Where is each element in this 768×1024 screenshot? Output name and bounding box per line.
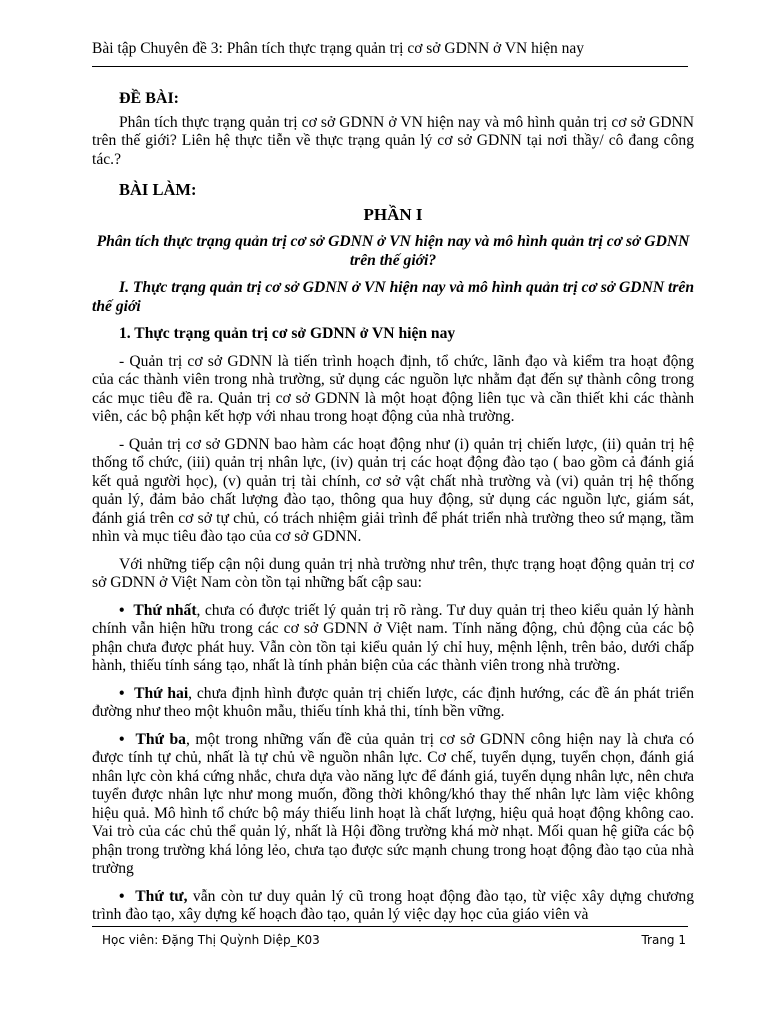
page-footer bbox=[92, 926, 688, 947]
bullet-item bbox=[92, 888, 694, 925]
bullet-item bbox=[92, 731, 694, 879]
footer-author: Học viên: Đặng Thị Quỳnh Diệp_K03 bbox=[102, 933, 320, 947]
paragraph: - Quản trị cơ sở GDNN bao hàm các hoạt động như (i) quản trị chiến lược, (ii) quản trị hệ thống tổ chức, (iii) quản trị nhân lực, (iv) quản trị các hoạt động đào tạo ( bao gồm cả đánh giá kết quả người học), (v) quản trị tài chính, cơ sở vật chất nhà trường và (vi) quản trị hệ thống quản lý, đảm bảo chất lượng đào tạo, thông qua huy động, sử dụng các nguồn lực, giám sát, đánh giá trên cơ sở tự chủ, có trách nhiệm giải trình để phát triển nhà trường theo sứ mạng, tầm nhìn và mục tiêu đào tạo của cơ sở GDNN. bbox=[92, 435, 694, 545]
bullet-lead: Thứ nhất bbox=[133, 601, 197, 619]
page-header bbox=[92, 38, 688, 67]
paragraph: Với những tiếp cận nội dung quản trị nhà trường như trên, thực trạng hoạt động quản trị cơ sở GDNN ở Việt Nam còn tồn tại những bất cập sau: bbox=[92, 555, 694, 591]
de-bai-text: Phân tích thực trạng quản trị cơ sở GDNN ở VN hiện nay và mô hình quản trị cơ sở GDNN trên thế giới? Liên hệ thực tiễn về thực trạng quản lý cơ sở GDNN tại nơi thầy/ cô đang công tác.? bbox=[92, 113, 694, 168]
bullet-text: , chưa định hình được quản trị chiến lược, các định hướng, các đề án phát triển đường như theo một khuôn mẫu, thiếu tính khả thi, tính bền vững. bbox=[92, 684, 694, 720]
bullet-icon: • bbox=[119, 887, 125, 905]
header-text: Bài tập Chuyên đề 3: Phân tích thực trạng quản trị cơ sở GDNN ở VN hiện nay bbox=[92, 40, 585, 57]
page-number: Trang 1 bbox=[641, 933, 686, 947]
bullet-item bbox=[92, 685, 694, 722]
bai-lam-heading: BÀI LÀM: bbox=[119, 180, 197, 199]
part-heading: PHẦN I bbox=[363, 204, 423, 224]
bullet-text: , một trong những vấn đề của quản trị cơ sở GDNN công hiện nay là chưa có được tính tự chủ, nhất là tự chủ về nguồn nhân lực. Cơ chế, tuyển dụng, tuyển chọn, đánh giá nhân lực còn khá cứng nhắc, chưa dựa vào năng lực để đánh giá, tuyển dụng nhân lực, nên chưa tuyển được nhân lực như mong muốn, đồng thời không/khó thay thế nhân lực làm việc không hiệu quả. Mô hình tổ chức bộ máy thiếu linh hoạt là chất lượng, hiệu quả hoạt động không cao. Vai trò của các chủ thể quản lý, nhất là Hội đồng trường khá mờ nhạt. Mối quan hệ giữa các bộ phận trong trường khá lỏng lẻo, chưa tạo được sức mạnh chung trong hoạt động đào tạo của nhà trường bbox=[92, 730, 694, 877]
bullet-lead: Thứ hai bbox=[134, 684, 189, 702]
paragraph: - Quản trị cơ sở GDNN là tiến trình hoạch định, tổ chức, lãnh đạo và kiểm tra hoạt động của các thành viên trong nhà trường, sử dụng các nguồn lực nhằm đạt đến sự thành công trong các mục tiêu đề ra. Quản trị cơ sở GDNN là một hoạt động liên tục và cần thiết khi các thành viên, các bộ phận kết hợp với nhau trong hoạt động của nhà trường. bbox=[92, 352, 694, 425]
bullet-icon: • bbox=[119, 684, 125, 702]
bullet-lead: Thứ tư, bbox=[135, 887, 188, 905]
bullet-icon: • bbox=[119, 601, 125, 619]
bullet-icon: • bbox=[119, 730, 125, 748]
section-heading: I. Thực trạng quản trị cơ sở GDNN ở VN hiện nay và mô hình quản trị cơ sở GDNN trên thế giới bbox=[92, 279, 694, 315]
bullet-text: vẫn còn tư duy quản lý cũ trong hoạt động đào tạo, từ việc xây dựng chương trình đào tạo, xây dựng kế hoạch đào tạo, quản lý việc dạy học của giáo viên và bbox=[92, 887, 695, 923]
subsection-heading: 1. Thực trạng quản trị cơ sở GDNN ở VN hiện nay bbox=[119, 325, 456, 342]
document-body bbox=[92, 90, 694, 934]
part-title: Phân tích thực trạng quản trị cơ sở GDNN ở VN hiện nay và mô hình quản trị cơ sở GDNN trên thế giới? bbox=[96, 233, 690, 269]
bullet-item bbox=[92, 602, 694, 676]
de-bai-heading: ĐỀ BÀI: bbox=[119, 90, 180, 107]
bullet-lead: Thứ ba bbox=[135, 730, 186, 748]
bullet-text: , chưa có được triết lý quản trị rõ ràng. Tư duy quản trị theo kiểu quản lý hành chính vẫn hiện hữu trong các cơ sở GDNN ở Việt nam. Tính năng động, chủ động của các bộ phận chưa được phát huy. Vẫn còn tồn tại kiểu quản lý chỉ huy, mệnh lệnh, trên bảo, dưới chấp hành, thiếu tính sáng tạo, nhất là tính phản biện của các thành viên trong nhà trường. bbox=[92, 601, 695, 674]
